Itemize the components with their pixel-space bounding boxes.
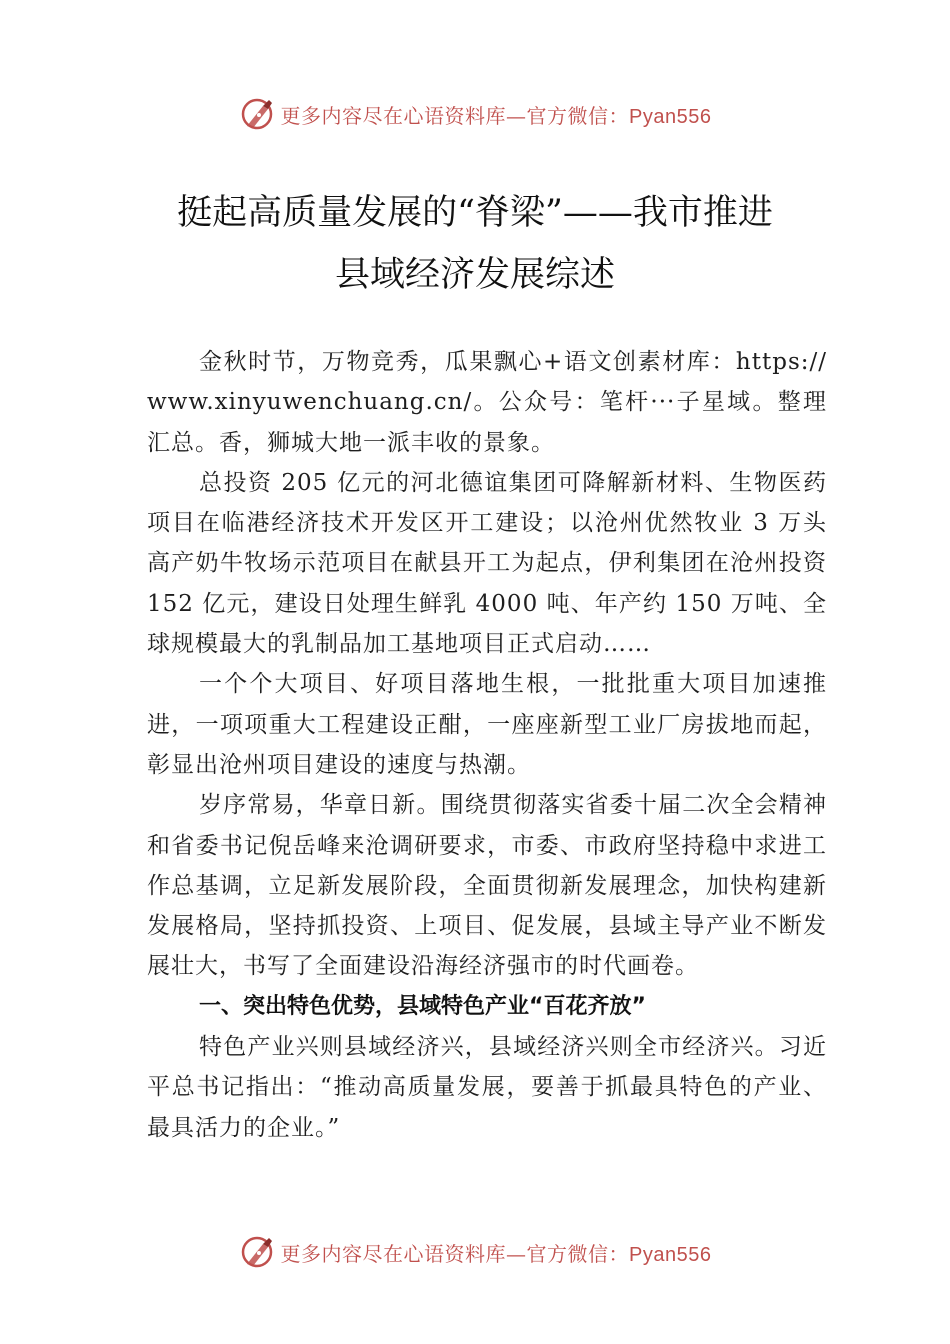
section-heading-1: 一、突出特色优势，县域特色产业“百花齐放” — [199, 993, 646, 1019]
pen-nib-logo-icon — [239, 1234, 275, 1270]
title-line-2: 县域经济发展综述 — [334, 255, 615, 295]
banner-label: 更多内容尽在心语资料库—官方微信： — [280, 1241, 630, 1266]
paragraph-2: 总投资 205 亿元的河北德谊集团可降解新材料、生物医药项目在临港经济技术开发区开工建设；以沧州优然牧业 3 万头高产奶牛牧场示范项目在献县开工为起点，伊利集团在沧州投资 152 亿元，建设日处理生鲜乳 4000 吨、年产约 150 万吨、全球规模最大的乳制品加工基地项目正式启动…… — [147, 469, 827, 658]
section-1-paragraph: 特色产业兴则县域经济兴，县域经济兴则全市经济兴。习近平总书记指出：“推动高质量发展，要善于抓最具特色的产业、最具活力的企业。” — [147, 1034, 827, 1141]
banner-handle: Pyan556 — [629, 105, 712, 128]
banner-label: 更多内容尽在心语资料库—官方微信： — [280, 103, 630, 128]
banner-text — [281, 1238, 712, 1267]
paragraph-4: 岁序常易，华章日新。围绕贯彻落实省委十届二次全会精神和省委书记倪岳峰来沧调研要求，市委、市政府坚持稳中求进工作总基调，立足新发展阶段，全面贯彻新发展理念，加快构建新发展格局，坚持抓投资、上项目、促发展，县域主导产业不断发展壮大，书写了全面建设沿海经济强市的时代画卷。 — [147, 792, 827, 980]
footer-watermark-banner — [0, 1232, 950, 1272]
title-line-1: 挺起高质量发展的“脊梁”——我市推进 — [177, 193, 773, 233]
article-title — [60, 182, 890, 306]
header-watermark-banner — [0, 94, 950, 134]
banner-handle: Pyan556 — [629, 1243, 712, 1266]
banner-text — [281, 100, 712, 129]
paragraph-1: 金秋时节，万物竞秀，瓜果飘心+语文创素材库：https://www.xinyuwenchuang.cn/。公众号：笔杆···子星域。整理汇总。香，狮城大地一派丰收的景象。 — [147, 349, 827, 456]
article-body — [147, 342, 827, 1148]
pen-nib-logo-icon — [239, 96, 275, 132]
paragraph-3: 一个个大项目、好项目落地生根，一批批重大项目加速推进，一项项重大工程建设正酣，一座座新型工业厂房拔地而起，彰显出沧州项目建设的速度与热潮。 — [147, 671, 827, 778]
